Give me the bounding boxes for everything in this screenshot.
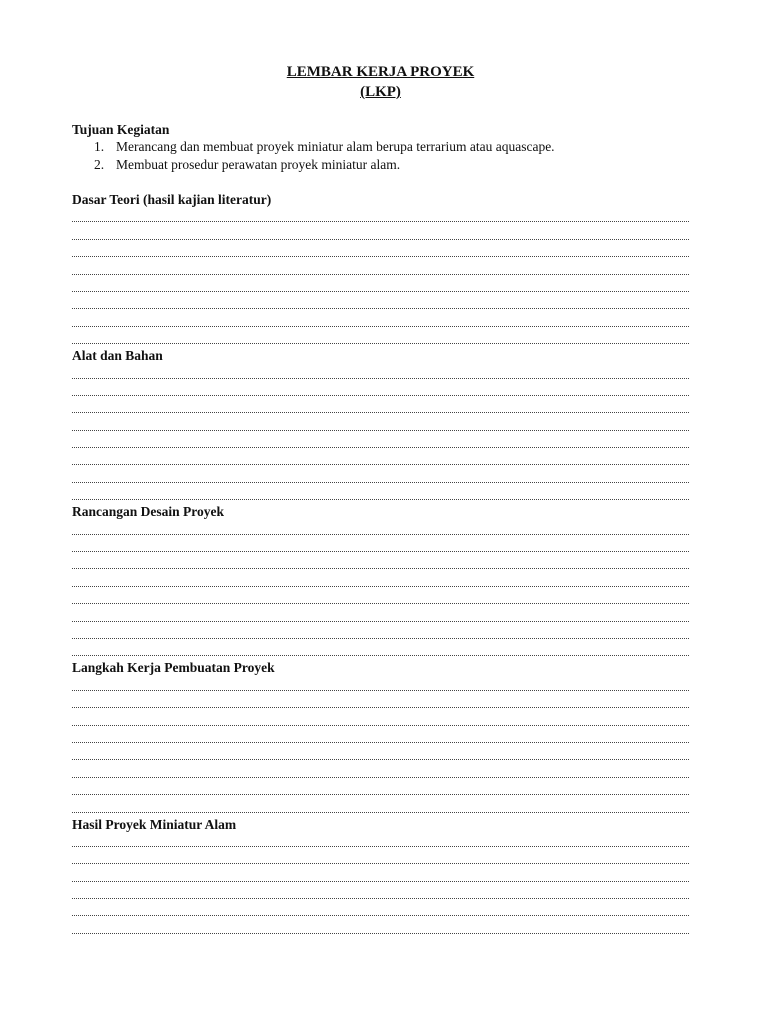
objective-number: 2. <box>94 157 105 172</box>
answer-line[interactable] <box>72 312 689 329</box>
answer-section <box>72 659 689 815</box>
answer-section <box>72 347 689 503</box>
answer-line[interactable] <box>72 208 689 225</box>
worksheet-sections <box>72 191 689 937</box>
answer-line[interactable] <box>72 902 689 919</box>
answer-line[interactable] <box>72 416 689 433</box>
answer-line[interactable] <box>72 694 689 711</box>
answer-line[interactable] <box>72 590 689 607</box>
answer-section <box>72 816 689 937</box>
answer-line[interactable] <box>72 885 689 902</box>
objective-number: 1. <box>94 139 105 154</box>
objective-text: Merancang dan membuat proyek miniatur alam berupa terrarium atau aquascape. <box>116 139 555 154</box>
document-title: LEMBAR KERJA PROYEK <box>286 64 475 80</box>
objectives-heading: Tujuan Kegiatan <box>72 122 170 137</box>
answer-line[interactable] <box>72 729 689 746</box>
answer-line[interactable] <box>72 434 689 451</box>
answer-line[interactable] <box>72 225 689 242</box>
answer-line[interactable] <box>72 572 689 589</box>
answer-section <box>72 191 689 347</box>
answer-line[interactable] <box>72 278 689 295</box>
answer-line[interactable] <box>72 364 689 381</box>
answer-line[interactable] <box>72 451 689 468</box>
objectives-list <box>72 138 689 174</box>
section-heading: Langkah Kerja Pembuatan Proyek <box>72 660 275 676</box>
answer-line[interactable] <box>72 711 689 728</box>
answer-line[interactable] <box>72 676 689 693</box>
answer-line[interactable] <box>72 850 689 867</box>
answer-line[interactable] <box>72 919 689 936</box>
answer-line[interactable] <box>72 468 689 485</box>
answer-line[interactable] <box>72 781 689 798</box>
answer-line[interactable] <box>72 330 689 347</box>
answer-line[interactable] <box>72 625 689 642</box>
objective-item <box>72 138 689 156</box>
answer-line[interactable] <box>72 763 689 780</box>
section-heading: Hasil Proyek Miniatur Alam <box>72 816 237 832</box>
answer-line[interactable] <box>72 867 689 884</box>
document-subtitle: (LKP) <box>360 84 401 100</box>
answer-line[interactable] <box>72 295 689 312</box>
answer-section <box>72 503 689 659</box>
answer-line[interactable] <box>72 399 689 416</box>
answer-line[interactable] <box>72 520 689 537</box>
answer-line[interactable] <box>72 486 689 503</box>
objective-item <box>72 156 689 174</box>
answer-line[interactable] <box>72 798 689 815</box>
worksheet-page <box>72 62 689 937</box>
section-heading: Rancangan Desain Proyek <box>72 504 225 520</box>
answer-line[interactable] <box>72 260 689 277</box>
objective-text: Membuat prosedur perawatan proyek miniatur alam. <box>116 157 401 172</box>
answer-line[interactable] <box>72 746 689 763</box>
answer-line[interactable] <box>72 642 689 659</box>
section-heading: Dasar Teori (hasil kajian literatur) <box>72 192 272 207</box>
answer-line[interactable] <box>72 243 689 260</box>
section-heading: Alat dan Bahan <box>72 348 163 364</box>
answer-line[interactable] <box>72 382 689 399</box>
answer-line[interactable] <box>72 538 689 555</box>
answer-line[interactable] <box>72 607 689 624</box>
answer-line[interactable] <box>72 833 689 850</box>
answer-line[interactable] <box>72 555 689 572</box>
